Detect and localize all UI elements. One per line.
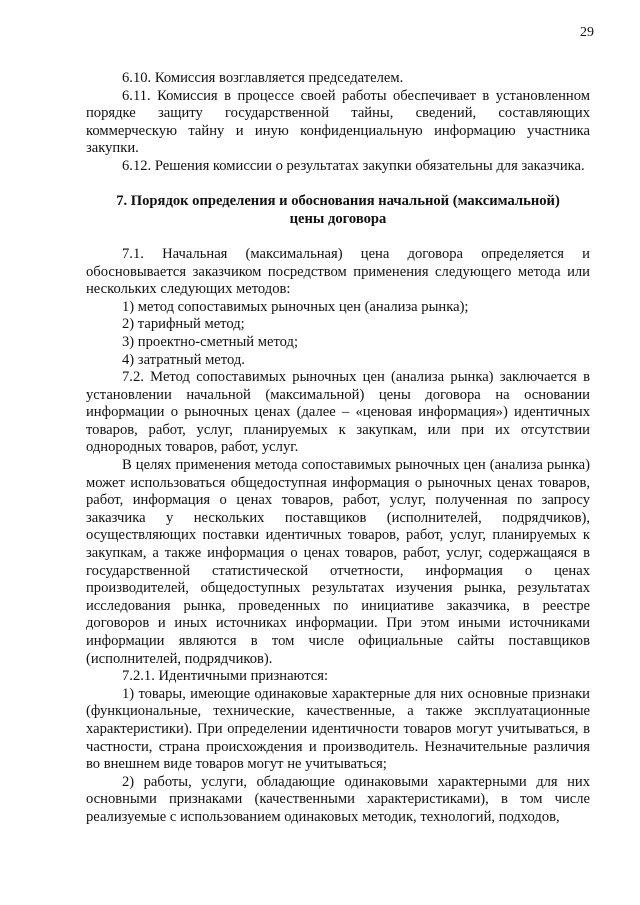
clause-7-1: 7.1. Начальная (максимальная) цена договора определяется и обосновывается заказчиком посредством применения следующего метода или нескольких следующих методов: xyxy=(86,245,590,298)
section-7-heading-line-2: цены договора xyxy=(289,210,387,227)
clause-7-2: 7.2. Метод сопоставимых рыночных цен (анализа рынка) заключается в установлении начальной (максимальной) цены договора на основании информации о рыночных ценах (далее – «ценовая информация») идентичных товаров, работ, услуг, планируемых к закупкам, или при их отсутствии однородных товаров, работ, услуг. xyxy=(86,369,590,456)
method-item-3: 3) проектно-сметный метод; xyxy=(122,333,299,350)
clause-7-2-1: 7.2.1. Идентичными признаются: xyxy=(122,668,329,685)
clause-6-12: 6.12. Решения комиссии о результатах закупки обязательны для заказчика. xyxy=(122,157,585,174)
method-item-1: 1) метод сопоставимых рыночных цен (анализа рынка); xyxy=(122,298,469,315)
clause-6-10: 6.10. Комиссия возглавляется председателем. xyxy=(122,70,404,86)
identical-works-item: 2) работы, услуги, обладающие одинаковыми характерными для них основными признаками (качественными характеристиками), в том числе реализуемые с использованием одинаковых методик, технологий, подходов, xyxy=(86,773,590,825)
document-body xyxy=(86,70,590,827)
method-item-4: 4) затратный метод. xyxy=(122,351,245,368)
clause-6-11: 6.11. Комиссия в процессе своей работы обеспечивает в установленном порядке защиту государственной тайны, сведений, составляющих коммерческую тайну и иную конфиденциальную информацию участника закупки. xyxy=(86,87,590,157)
page-number: 29 xyxy=(580,25,594,40)
identical-goods-item: 1) товары, имеющие одинаковые характерные для них основные признаки (функциональные, технические, качественные, а также эксплуатационные характеристики). При определении идентичности товаров могут учитываться, в частности, страна происхождения и производитель. Незначительные различия во внешнем виде товаров могут не учитываться; xyxy=(86,685,590,773)
section-7-heading-line-1: 7. Порядок определения и обоснования начальной (максимальной) xyxy=(116,193,560,210)
method-item-2: 2) тарифный метод; xyxy=(122,316,245,333)
clause-7-2-info-sources: В целях применения метода сопоставимых рыночных цен (анализа рынка) может использоваться общедоступная информация о рыночных ценах товаров, работ, информация о ценах товаров, работ, услуг, полученная по запросу заказчика у нескольких поставщиков (исполнителей, подрядчиков), осуществляющих поставки идентичных товаров, работ, услуг, планируемых к закупкам, а также информация о ценах товаров, работ, услуг, содержащаяся в государственной статистической отчетности, информация о ценах производителей, общедоступных результатах изучения рынка, результатах исследования рынка, проведенных по инициативе заказчика, в реестре договоров и иных источниках информации. При этом иными источниками информации являются в том числе официальные сайты поставщиков (исполнителей, подрядчиков). xyxy=(86,457,590,667)
